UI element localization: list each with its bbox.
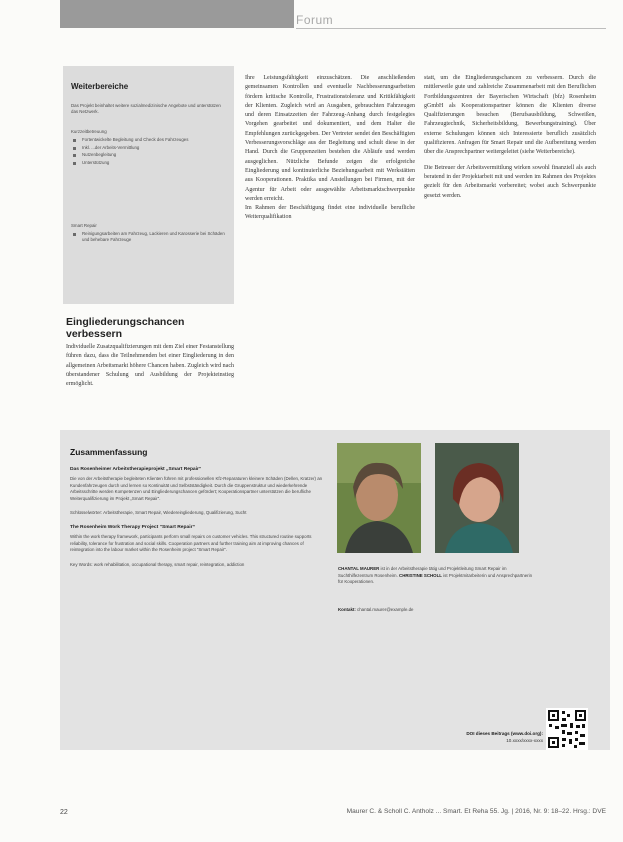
sidebox-title: Weiterbereiche [71, 82, 129, 91]
body-column-3 [424, 74, 596, 207]
sidebox-group1-list [71, 137, 229, 168]
page-number: 22 [60, 809, 68, 816]
list-item: Unterstützung [71, 160, 229, 166]
summary-english-text: Within the work therapy framework, participants perform small repairs on customer vehicles. This structured routine supports reliability, tolerance for frustration and social skills. Cooperation partners and further training aim at improving chances of reintegration into the labour market within the Rosenheim project “Smart Repair”. [70, 533, 312, 553]
body-paragraph: Im Rahmen der Beschäftigung findet eine individuelle berufliche Weiterqualifikation [245, 205, 415, 221]
body-paragraph: Die Betreuer der Arbeitsvermittlung wirken sowohl finanziell als auch beratend in der Projektarbeit mit und werden im Rahmen des Projektes gezielt für den Arbeitsmarkt vorbereitet; wobei auch Schwerpunkte gesetzt werden. [424, 164, 596, 199]
section-tab [60, 0, 294, 28]
summary-project-text: Die von der Arbeitstherapie begleiteten Klienten führen mit professionellen Kfz-Reparaturen kleinere Schäden (Dellen, Kratzer) an Kundenfahrzeugen durch und lernen so Kontinuität und Selbstständigkeit. Durch die Gruppenstruktur und wiederkehrende Arbeitsschritte werden Kompetenzen und Eingliederungschancen gefördert; Kooperationspartner unterstützen die berufliche Weiterqualifizierung im Projekt „Smart Repair“. [70, 476, 323, 501]
summary-title: Zusammenfassung [70, 447, 148, 457]
author-photo-1 [337, 443, 421, 553]
list-item: Inkl. ...der Arbeits-Vermittlung [71, 145, 229, 151]
list-item: Fortentwickelte Begleitung und Check des Fahrzeuges [71, 137, 229, 143]
body-paragraph: statt, um die Eingliederungschancen zu verbessern. Durch die mittlerweile gute und zahlreiche Zusammenarbeit mit den Beruflichen Fortbildungszentren der Bayerischen Wirtschaft (bfz) Rosenheim gGmbH als Kooperationspartner können die Klienten diverse Qualifizierungen besuchen (Berufsausbildung, Schweißen, Fahrzeugtechnik, Sicherheitsbildung, Bewerbungstraining). Über externe Schulungen können sich Interessierte beruflich zusätzlich qualifizieren. Anfragen für Smart Repair und die Aufbereitung werden über die Ansprechpartner weitergeleitet (siehe Weiterbereiche). [424, 75, 596, 156]
list-item: Reinigungsarbeiten am Fahrzeug, Lackieren und Karosserie bei Schäden und behebare Fahrzeuge [71, 231, 229, 243]
qr-code-icon[interactable] [546, 708, 588, 750]
contact-label: Kontakt: [338, 607, 356, 612]
contact-value[interactable]: chantal.maurer@example.de [357, 607, 414, 612]
author-bio [338, 566, 538, 586]
sidebox-group2-title: Smart Repair [71, 223, 97, 228]
body-paragraph: Ihre Leistungsfähigkeit einzuschätzen. Die anschließenden gemeinsamen Kontrollen und eventuelle Nachbesserungsarbeiten fördern kritische Kontrolle, Frustrationstoleranz und Kritikfähigkeit der Klienten. Zugleich wird an Ausgaben, gebrauchten Fahrzeugen und deren Einsatzzeiten der Fahrzeug-Anhang durch festgelegtes Vorgehen gearbeitet und dokumentiert, und dem Halter die Empfehlungen zurückgegeben. Der Vertreter sendet den Beschäftigten Verbesserungsvorschläge aus der Begleitung und schult diese in der Hand. Durch die Gruppenzeiten bestehen die Abläufe und werden ausgeglichen. Nützliche Befunde zeigen die erfolgreiche Eingliederung und kontinuierliche Beziehungsarbeit mit Werkstätten aus Kooperationen. Praktika und Anstellungen bei Firmen, mit der Agentur für Arbeit oder ausgewählte Arbeitsmarktschwerpunkte werden erreicht. [245, 75, 415, 202]
author-bio-text-1: ist in der Arbeitstherapie tätig und Projektleitung Smart Repair im Suchthilfezentrum Rosenheim. [338, 566, 507, 578]
section-title: Forum [296, 13, 334, 27]
body-text-col1: Individuelle Zusatzqualifizierungen mit dem Ziel einer Festanstellung führen dazu, dass die Teilnehmenden bei einer Eingliederung in den allgemeinen Arbeitsmarkt höhere Chancen haben. Zugleich wird nach überstandener Schulung und Ausbildung der Projekteinstieg ermöglicht. [66, 344, 234, 388]
page-header [0, 0, 623, 34]
summary-english-heading: The Rosenheim Work Therapy Project “Smart Repair” [70, 524, 195, 530]
list-item: Nutzenbegleitung [71, 152, 229, 158]
summary-keywords-de: Schlüsselwörter: Arbeitstherapie, Smart Repair, Wiedereingliederung, Qualifizierung, Sucht [70, 510, 247, 516]
doi-block [395, 730, 543, 744]
doi-label: DOI dieses Beitrags (www.doi.org): [466, 731, 543, 736]
summary-project-heading: Das Rosenheimer Arbeitstherapieprojekt „Smart Repair“ [70, 467, 202, 472]
sidebox-group1-title: Kurzzeitbetreuung [71, 129, 107, 134]
body-column-2 [245, 74, 415, 223]
info-sidebox [63, 66, 234, 304]
sidebox-group2-list [71, 231, 229, 245]
author-name-1: CHANTAL MAURER [338, 566, 380, 571]
summary-box [60, 430, 610, 750]
qr-code-graphic [546, 708, 588, 750]
section-heading: Eingliederungschancen verbessern [66, 316, 185, 340]
author-name-2: CHRISTINE SCHOLL [399, 572, 442, 578]
doi-value[interactable]: 10.xxxx/xxxx-xxxx [506, 738, 543, 743]
citation-line: Maurer C. & Scholl C. Antholz ... Smart. Et Reha 55. Jg. | 2016, Nr. 9: 18–22. Hrsg.: DVE [346, 808, 606, 815]
portrait-1-image [337, 443, 421, 553]
contact-line [338, 607, 414, 612]
portrait-2-image [435, 443, 519, 553]
summary-keywords-en: Key Words: work rehabilitation, occupational therapy, smart repair, reintegration, addiction [70, 561, 245, 567]
author-photo-2 [435, 443, 519, 553]
header-rule [296, 28, 606, 29]
sidebox-intro: Das Projekt beinhaltet weitere sozialmedizinische Angebote und unterstützen das Netzwerk. [71, 103, 221, 115]
author-bio-text-2: ist Projektmitarbeiterin und Ansprechpartnerin für Kooperationen. [338, 572, 533, 585]
summary-column [70, 467, 328, 576]
